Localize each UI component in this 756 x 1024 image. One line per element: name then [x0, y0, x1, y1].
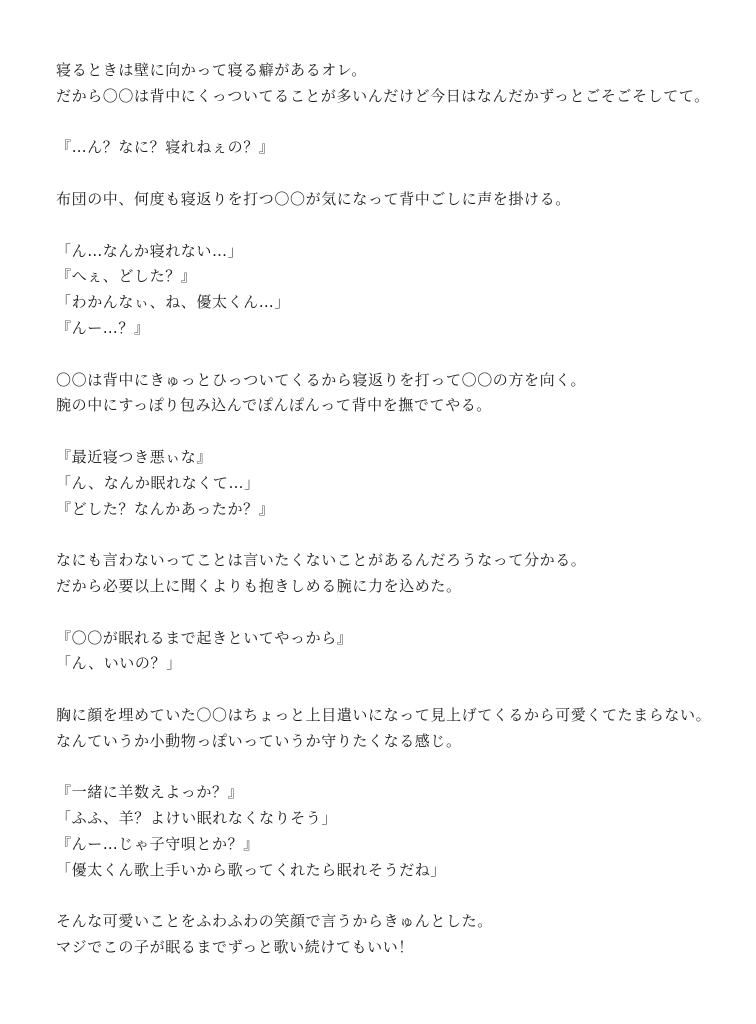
text-line: 腕の中にすっぽり包み込んでぽんぽんって背中を撫でてやる。 — [56, 396, 492, 415]
story-text — [56, 58, 736, 961]
dialogue-line: 『んー…じゃ子守唄とか？』 — [56, 834, 259, 853]
dialogue-line: 『どした？なんかあったか？』 — [56, 499, 275, 518]
dialogue-line: 『…ん？なに？寝れねぇの？』 — [56, 138, 275, 157]
dialogue-line: 「わかんなぃ、ね、優太くん…」 — [56, 293, 291, 312]
blank-line — [56, 419, 736, 445]
text-line: そんな可愛いことをふわふわの笑顔で言うからきゅんとした。 — [56, 912, 493, 931]
blank-line — [56, 110, 736, 136]
blank-line — [56, 342, 736, 368]
dialogue-line: 『へぇ、どした？』 — [56, 267, 197, 286]
text-line: 〇〇は背中にきゅっとひっついてくるから寝返りを打って〇〇の方を向く。 — [56, 370, 587, 389]
blank-line — [56, 161, 736, 187]
dialogue-line: 「ん、いいの？」 — [56, 654, 182, 673]
blank-line — [56, 884, 736, 910]
text-line: だから必要以上に聞くよりも抱きしめる腕に力を込めた。 — [56, 576, 462, 595]
dialogue-line: 「ん、なんか眠れなくて…」 — [56, 473, 260, 492]
dialogue-line: 『一緒に羊数えよっか？』 — [56, 783, 244, 802]
blank-line — [56, 677, 736, 703]
text-line: 布団の中、何度も寝返りを打つ〇〇が気になって背中ごしに声を掛ける。 — [56, 189, 571, 208]
blank-line — [56, 755, 736, 781]
text-line: なんていうか小動物っぽいっていうか守りたくなる感じ。 — [56, 731, 462, 750]
dialogue-line: 「ん…なんか寝れない…」 — [56, 241, 244, 260]
dialogue-line: 「優太くん歌上手いから歌ってくれたら眠れそうだね」 — [56, 860, 447, 879]
text-line: 胸に顔を埋めていた〇〇はちょっと上目遣いになって見上げてくるから可愛くてたまらない。 — [56, 705, 712, 724]
dialogue-line: 『〇〇が眠れるまで起きといてやっから』 — [56, 628, 353, 647]
dialogue-line: 『んー…？』 — [56, 318, 150, 337]
text-line: 寝るときは壁に向かって寝る癖があるオレ。 — [56, 61, 367, 79]
text-line: マジでこの子が眠るまでずっと歌い続けてもいい！ — [56, 938, 414, 957]
blank-line — [56, 600, 736, 626]
blank-line — [56, 213, 736, 239]
dialogue-line: 「ふふ、羊？よけい眠れなくなりそう」 — [56, 809, 338, 828]
dialogue-line: 『最近寝つき悪ぃな』 — [56, 447, 213, 466]
text-line: なにも言わないってことは言いたくないことがあるんだろうなって分かる。 — [56, 551, 587, 570]
blank-line — [56, 522, 736, 548]
text-line: だから〇〇は背中にくっついてることが多いんだけど今日はなんだかずっとごそごそしてて。 — [56, 86, 710, 105]
